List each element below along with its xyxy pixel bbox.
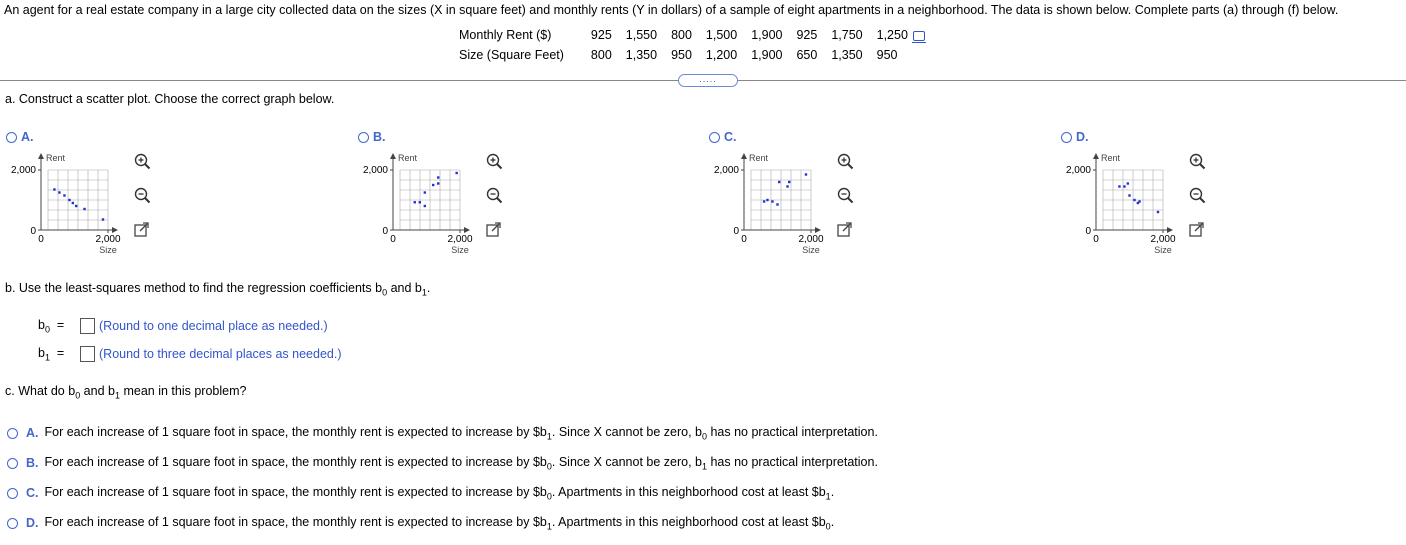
y-tick-label: 2,000 [10,165,36,176]
y-tick-label: 2,000 [1065,165,1091,176]
row-label-size: Size (Square Feet) [459,48,564,62]
scatter-point [763,200,765,202]
option-letter: A. [26,426,39,441]
zoom-in-icon[interactable] [1188,153,1206,171]
pop-out-icon[interactable] [836,221,854,239]
coef-symbol: b [38,318,45,332]
part-b-text: b. Use the least-squares method to find the regression coefficients b [5,281,383,295]
origin-label: 0 [741,234,747,245]
option-letter: D. [26,516,39,531]
table-cell-value: 950 [876,48,898,62]
table-cell: 1,750 [831,28,863,42]
table-cell-value: 1,250 [876,28,908,42]
zoom-in-icon[interactable] [485,153,503,171]
subscript: 1 [546,521,552,532]
table-cell: 1,500 [705,28,738,42]
option-text-part: . Since X cannot be zero, b [551,455,702,469]
x-axis-arrow [464,227,470,233]
option-text-part: . [830,485,835,499]
y-axis-label: Rent [398,153,418,163]
equals-sign: = [56,318,65,332]
option-text-part: . Since X cannot be zero, b [551,425,702,439]
scatter-point [1128,194,1130,196]
option-text-part: . [830,515,835,529]
x-axis-label: Size [802,245,820,255]
option-text-part: For each increase of 1 square foot in space, the monthly rent is expected to increase by $b [44,515,547,529]
subscript: 1 [825,491,831,502]
part-c-text: c. What do b [5,384,76,398]
scatter-point [788,181,790,183]
y-axis-arrow [38,153,44,159]
scatter-point [437,182,439,184]
table-cell: 650 [796,48,818,62]
option-letter: B. [26,456,39,471]
scatter-point [786,185,788,187]
option-text-part: . Apartments in this neighborhood cost at least $b [551,515,826,529]
table-cell [870,46,933,66]
pop-out-icon[interactable] [133,221,151,239]
answer-option-b[interactable] [7,455,878,472]
part-c-text: mean in this problem? [119,384,247,398]
y-axis-label: Rent [46,153,66,163]
b1-input[interactable] [80,346,95,362]
table-cell [870,26,933,46]
graph-option-header[interactable] [358,130,386,144]
scatter-point [58,191,60,193]
subscript: 0 [75,390,81,401]
scatter-point [778,181,780,183]
scatter-point [455,172,457,174]
x-axis-arrow [1167,227,1173,233]
table-cell: 800 [590,48,612,62]
subscript: 0 [546,461,552,472]
scatter-point [68,199,70,201]
x-tick-label: 2,000 [798,234,824,245]
x-axis-arrow [112,227,118,233]
table-cell: 1,550 [625,28,658,42]
scatter-point [1118,185,1120,187]
scatter-plot [1061,150,1261,260]
graph-option-b[interactable] [358,130,558,260]
graph-option-a[interactable] [6,130,206,260]
graph-option-header[interactable] [709,130,737,144]
y-axis-arrow [390,153,396,159]
x-axis-arrow [815,227,821,233]
origin-label: 0 [38,234,44,245]
scatter-point [771,200,773,202]
option-letter: B. [373,130,386,144]
zoom-out-icon[interactable] [836,187,854,205]
x-tick-label: 2,000 [95,234,121,245]
table-cell: 800 [671,28,692,42]
origin-label: 0 [30,226,36,237]
graph-option-header[interactable] [6,130,34,144]
pop-out-icon[interactable] [485,221,503,239]
scatter-point [437,176,439,178]
answer-option-c[interactable] [7,485,834,502]
scatter-point [1157,211,1159,213]
b0-hint: (Round to one decimal place as needed.) [99,319,328,334]
equals-sign: = [56,346,65,360]
x-tick-label: 2,000 [1150,234,1176,245]
option-text-part: For each increase of 1 square foot in space, the monthly rent is expected to increase by $b [44,425,547,439]
part-b-text: . [426,281,431,295]
scatter-point [63,194,65,196]
scatter-point [1123,185,1125,187]
option-text-part: For each increase of 1 square foot in space, the monthly rent is expected to increase by $b [44,485,547,499]
option-letter: A. [21,130,34,144]
subscript: 1 [546,431,552,442]
scatter-point [53,188,55,190]
scatter-point [424,205,426,207]
origin-label: 0 [390,234,396,245]
data-table [455,26,932,66]
part-c-text: and b [80,384,115,398]
table-row [455,26,932,46]
option-text [45,515,835,532]
x-axis-label: Size [1154,245,1172,255]
zoom-in-icon[interactable] [133,153,151,171]
origin-label: 0 [1093,234,1099,245]
b1-hint: (Round to three decimal places as needed.) [99,347,342,362]
x-axis-label: Size [99,245,117,255]
x-axis-label: Size [451,245,469,255]
scatter-point [75,205,77,207]
y-axis-arrow [741,153,747,159]
scatter-plot [6,150,206,260]
zoom-in-icon[interactable] [836,153,854,171]
part-a-prompt: a. Construct a scatter plot. Choose the correct graph below. [5,92,335,106]
scatter-point [83,208,85,210]
radio-button[interactable] [7,518,18,529]
table-row [455,46,932,66]
radio-button[interactable] [709,132,720,143]
subscript: 0 [382,287,388,298]
table-cell: 950 [671,48,692,62]
table-cell: 1,900 [751,48,783,62]
graph-option-c[interactable] [709,130,909,260]
subscript: 0 [701,431,707,442]
option-text-part: has no practical interpretation. [707,455,878,469]
y-axis-label: Rent [1101,153,1121,163]
part-b-text: and b [387,281,422,295]
table-cell: 1,350 [625,48,658,62]
b1-row [38,346,342,363]
option-letter: C. [724,130,737,144]
y-tick-label: 2,000 [362,165,388,176]
zoom-out-icon[interactable] [1188,187,1206,205]
option-text-part: has no practical interpretation. [707,425,878,439]
copy-data-icon[interactable] [913,31,925,41]
scatter-point [766,199,768,201]
scatter-point [72,202,74,204]
option-text [45,455,878,472]
radio-button[interactable] [7,458,18,469]
subscript: 1 [421,287,427,298]
subscript: 1 [114,390,120,401]
zoom-out-icon[interactable] [485,187,503,205]
scatter-point [1127,182,1129,184]
b0-input[interactable] [80,318,95,334]
y-axis-label: Rent [749,153,769,163]
y-axis-arrow [1093,153,1099,159]
option-text-part: . Apartments in this neighborhood cost at least $b [551,485,826,499]
option-text [45,425,878,442]
pop-out-icon[interactable] [1188,221,1206,239]
option-text [45,485,835,502]
scatter-point [424,191,426,193]
y-tick-label: 2,000 [713,165,739,176]
origin-label: 0 [1085,226,1091,237]
subscript: 0 [44,324,50,335]
origin-label: 0 [382,226,388,237]
option-letter: C. [26,486,39,501]
table-cell: 925 [796,28,818,42]
answer-option-d[interactable] [7,515,834,532]
scatter-point [102,218,104,220]
part-c-prompt [5,384,246,401]
table-cell: 1,900 [751,28,783,42]
part-b-prompt [5,281,430,298]
subscript: 0 [825,521,831,532]
b1-label [38,346,80,363]
graph-option-d[interactable] [1061,130,1261,260]
scatter-point [419,201,421,203]
scatter-point [776,203,778,205]
row-label-rent: Monthly Rent ($) [459,28,552,42]
expand-button[interactable]: ..... [678,74,738,87]
table-cell: 925 [590,28,612,42]
graph-option-header[interactable] [1061,130,1089,144]
radio-button[interactable] [1061,132,1072,143]
zoom-out-icon[interactable] [133,187,151,205]
table-cell: 1,200 [705,48,738,62]
subscript: 1 [44,352,50,363]
b0-label [38,318,80,335]
subscript: 0 [546,491,552,502]
radio-button[interactable] [7,488,18,499]
scatter-plot [709,150,909,260]
scatter-point [805,173,807,175]
scatter-point [1138,200,1140,202]
subscript: 1 [701,461,707,472]
radio-button[interactable] [6,132,17,143]
x-tick-label: 2,000 [447,234,473,245]
scatter-plot [358,150,558,260]
problem-intro: An agent for a real estate company in a large city collected data on the sizes (X in square feet) and monthly rents (Y in dollars) of a sample of eight apartments in a neighborhood. The data is shown below. Complete parts (a) through (f) below. [4,3,1339,17]
scatter-point [432,184,434,186]
answer-option-a[interactable] [7,425,878,442]
radio-button[interactable] [358,132,369,143]
b0-row [38,318,328,335]
table-cell: 1,350 [831,48,863,62]
scatter-point [1133,199,1135,201]
radio-button[interactable] [7,428,18,439]
origin-label: 0 [733,226,739,237]
option-text-part: For each increase of 1 square foot in space, the monthly rent is expected to increase by $b [44,455,547,469]
option-letter: D. [1076,130,1089,144]
scatter-point [414,201,416,203]
coef-symbol: b [38,346,45,360]
